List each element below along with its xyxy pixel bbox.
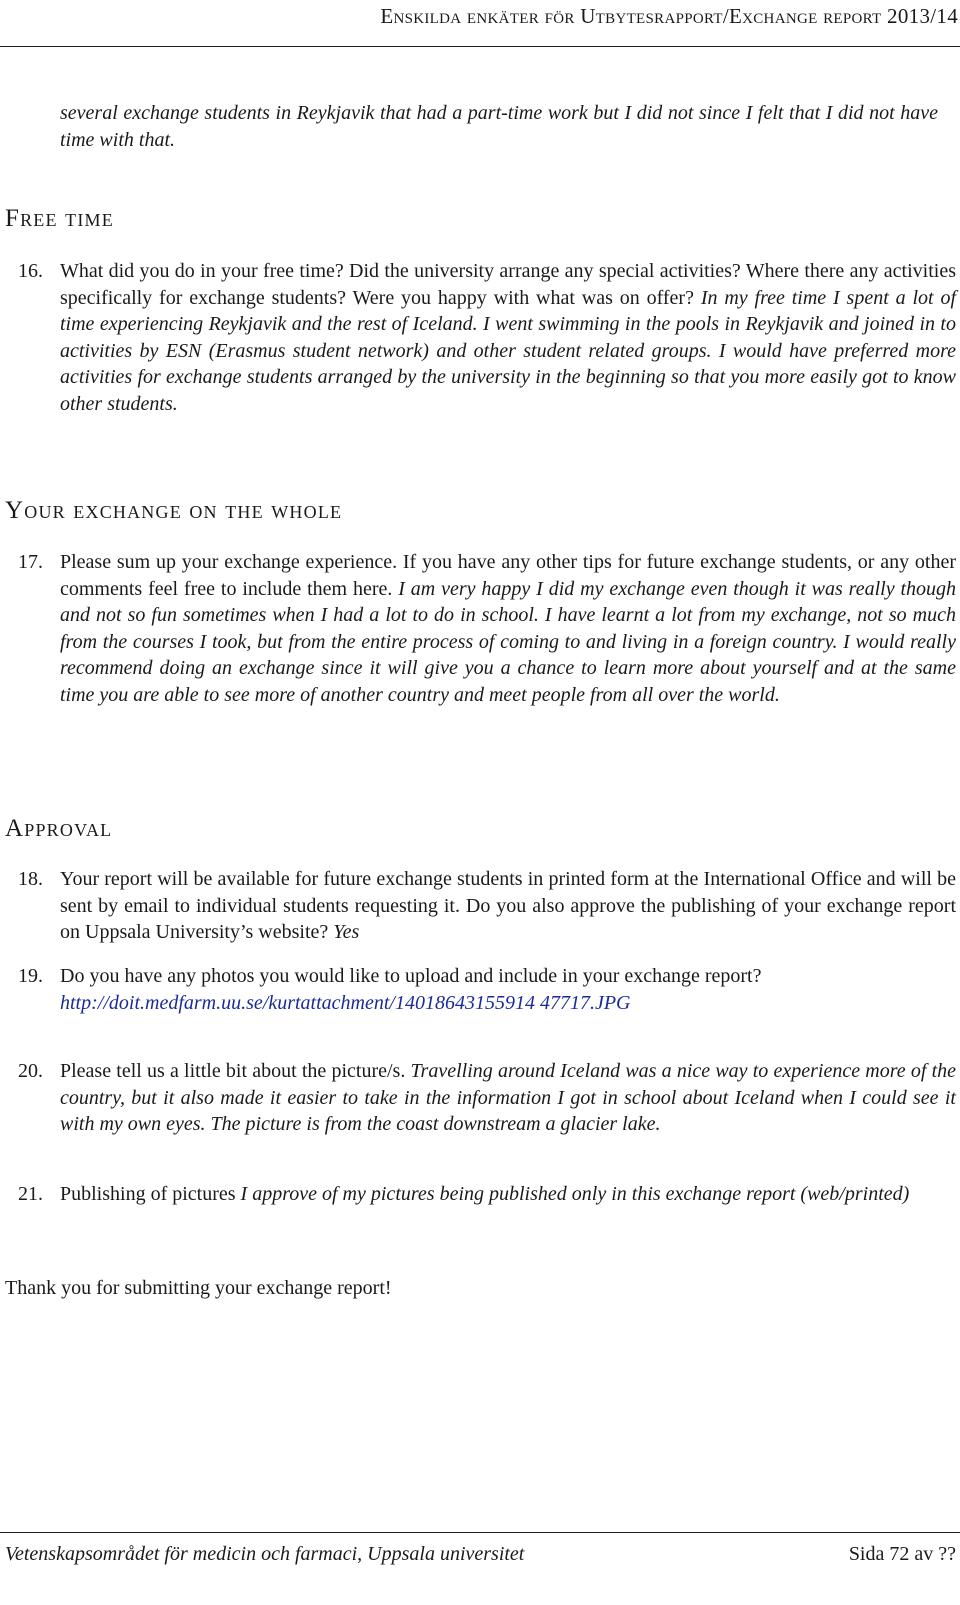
answer-text: Yes — [333, 921, 360, 943]
question-20 — [18, 1058, 958, 1138]
question-body — [60, 1181, 956, 1208]
answer-text: I am very happy I did my exchange even though it was really though and not so fun sometimes when I had a lot to do in school. I have learnt a lot from my exchange, not so much from the courses I took, but from the entire process of coming to and living in a foreign country. I would really recommend doing an exchange since it will give you a chance to learn more about yourself and at the same time you are able to see more of another country and meet people from all over the world. — [60, 577, 957, 706]
question-text: What did you do in your free time? Did the university arrange any special activities? Where there any activities specifically for exchange students? Were you happy with what was on offer? — [60, 260, 956, 309]
photo-link[interactable]: http://doit.medfarm.uu.se/kurtattachment/14018643155914 47717.JPG — [60, 991, 631, 1014]
question-text: Do you have any photos you would like to upload and include in your exchange report? — [60, 965, 762, 987]
question-21 — [18, 1181, 958, 1208]
question-body — [60, 1058, 956, 1138]
question-16 — [18, 258, 958, 417]
question-body — [60, 258, 956, 417]
question-number: 16. — [18, 260, 43, 282]
section-title-exchange-whole: Your exchange on the whole — [5, 497, 343, 524]
question-number: 21. — [18, 1183, 43, 1205]
section-title-free-time: Free time — [5, 205, 114, 232]
thank-you-text: Thank you for submitting your exchange report! — [5, 1277, 392, 1299]
question-number: 17. — [18, 551, 43, 573]
intro-continuation: several exchange students in Reykjavik that had a part-time work but I did not since I felt that I did not have time with that. — [60, 102, 938, 151]
question-body — [60, 549, 956, 708]
question-text: Your report will be available for future exchange students in printed form at the International Office and will be sent by email to individual students requesting it. Do you also approve the publishing of your exchange report on Uppsala University’s website? — [60, 868, 956, 943]
footer-institution: Vetenskapsområdet för medicin och farmaci, Uppsala universitet — [5, 1543, 525, 1565]
answer-text: Travelling around Iceland was a nice way to experience more of the country, but it also made it easier to take in the information I got in school about Iceland when I could see it with my own eyes. The picture is from the coast downstream a glacier lake. — [60, 1060, 957, 1135]
section-title-approval: Approval — [5, 815, 113, 842]
page-number: Sida 72 av ?? — [848, 1543, 956, 1565]
header-title: Enskilda enkäter för Utbytesrapport/Exchange report 2013/14 — [380, 4, 958, 28]
question-number: 20. — [18, 1060, 43, 1082]
question-19 — [18, 963, 958, 1016]
answer-text: In my free time I spent a lot of time experiencing Reykjavik and the rest of Iceland. I went swimming in the pools in Reykjavik and joined in to activities by ESN (Erasmus student network) and other student related groups. I would have preferred more activities for exchange students arranged by the university in the beginning so that you more easily got to know other students. — [60, 286, 957, 415]
page-footer — [0, 1532, 960, 1605]
question-body — [60, 866, 956, 946]
question-text: Please tell us a little bit about the picture/s. — [60, 1060, 406, 1082]
question-17 — [18, 549, 958, 708]
question-body — [60, 963, 956, 1016]
question-number: 18. — [18, 868, 43, 890]
page-header — [0, 0, 960, 47]
question-text: Publishing of pictures — [60, 1183, 236, 1205]
question-number: 19. — [18, 965, 43, 987]
question-text: Please sum up your exchange experience. If you have any other tips for future exchange students, or any other comments feel free to include them here. — [60, 551, 956, 600]
question-18 — [18, 866, 958, 946]
answer-text: I approve of my pictures being published only in this exchange report (web/printed) — [240, 1183, 910, 1205]
